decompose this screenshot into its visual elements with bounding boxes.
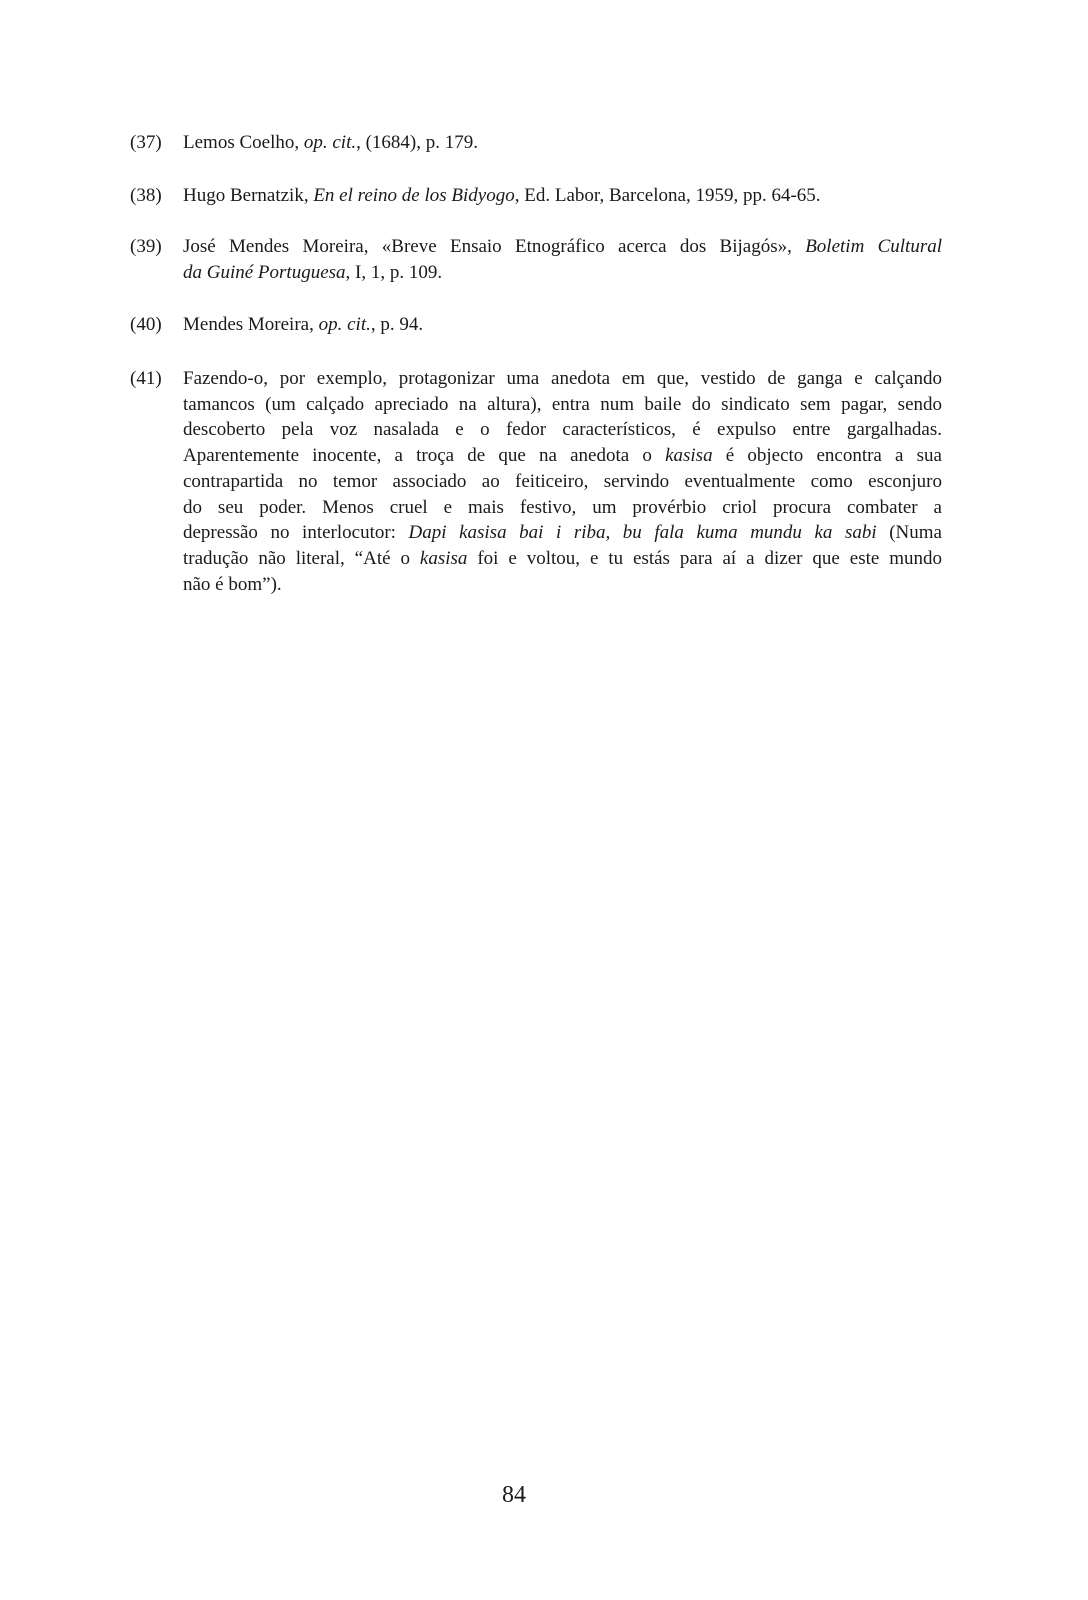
- text-segment: tradução não literal, “Até o: [183, 547, 420, 569]
- text-segment: não é bom”).: [183, 573, 282, 595]
- text-line: [183, 520, 942, 546]
- text-segment: , I, 1, p. 109.: [345, 261, 443, 283]
- text-line: [183, 392, 942, 418]
- footnote-text: [183, 183, 942, 209]
- text-line: [183, 234, 942, 260]
- page-number: 84: [502, 1482, 526, 1508]
- text-line: [183, 495, 942, 521]
- text-segment: Aparentemente inocente, a troça de que na anedota o: [183, 445, 666, 467]
- text-segment: tamancos (um calçado apreciado na altura), entra num baile do sindicato sem pagar, sendo: [183, 393, 942, 415]
- text-segment: foi e voltou, e tu estás para aí a dizer que este mundo: [467, 547, 943, 569]
- text-segment: (Numa: [876, 522, 942, 544]
- text-segment: Mendes Moreira,: [183, 314, 319, 335]
- text-line: [183, 366, 942, 392]
- footnote-number: (40): [130, 314, 162, 335]
- footnote: [130, 312, 942, 338]
- text-segment: Lemos Coelho,: [183, 132, 304, 153]
- text-segment: descoberto pela voz nasalada e o fedor característicos, é expulso entre gargalhadas.: [183, 419, 942, 441]
- text-segment: do seu poder. Menos cruel e mais festivo, um provérbio criol procura combater a: [183, 496, 942, 518]
- footnote: [130, 366, 942, 597]
- text-line: [183, 546, 942, 572]
- italic-text: kasisa: [665, 445, 713, 467]
- italic-text: da Guiné Portuguesa: [183, 261, 346, 283]
- text-segment: depressão no interlocutor:: [183, 522, 409, 544]
- text-segment: , p. 94.: [370, 314, 424, 335]
- text-line: [183, 417, 942, 443]
- text-segment: , Ed. Labor, Barcelona, 1959, pp. 64-65.: [514, 185, 821, 206]
- footnote: [130, 183, 942, 209]
- italic-text: op. cit.: [303, 132, 357, 153]
- text-line: [183, 572, 942, 598]
- text-line: [183, 443, 942, 469]
- footnote-number: (41): [130, 368, 162, 389]
- text-segment: contrapartida no temor associado ao feiticeiro, servindo eventualmente como esconjuro: [183, 470, 942, 492]
- italic-text: Boletim Cultural: [805, 236, 943, 257]
- footnote: [130, 130, 942, 156]
- italic-text: kasisa: [419, 547, 468, 569]
- footnote-number: (39): [130, 236, 162, 257]
- footnote-text: [183, 234, 942, 285]
- footnote: [130, 234, 942, 285]
- text-line: [183, 130, 942, 156]
- footnote-number: (38): [130, 185, 162, 206]
- footnote-text: [183, 366, 942, 597]
- footnote-text: [183, 130, 942, 156]
- text-segment: Fazendo-o, por exemplo, protagonizar uma anedota em que, vestido de ganga e calçando: [183, 368, 942, 389]
- italic-text: En el reino de los Bidyogo: [313, 185, 515, 206]
- text-segment: , (1684), p. 179.: [356, 132, 479, 153]
- text-line: [183, 260, 942, 286]
- text-line: [183, 469, 942, 495]
- text-segment: José Mendes Moreira, «Breve Ensaio Etnográfico acerca dos Bijagós»,: [183, 236, 806, 257]
- italic-text: Dapi kasisa bai i riba, bu fala kuma mundu ka sabi: [408, 522, 877, 544]
- text-segment: Hugo Bernatzik,: [183, 185, 314, 206]
- text-segment: é objecto encontra a sua: [712, 445, 942, 467]
- italic-text: op. cit.: [318, 314, 371, 335]
- text-line: [183, 312, 942, 338]
- footnote-text: [183, 312, 942, 338]
- text-line: [183, 183, 942, 209]
- footnote-number: (37): [130, 132, 162, 153]
